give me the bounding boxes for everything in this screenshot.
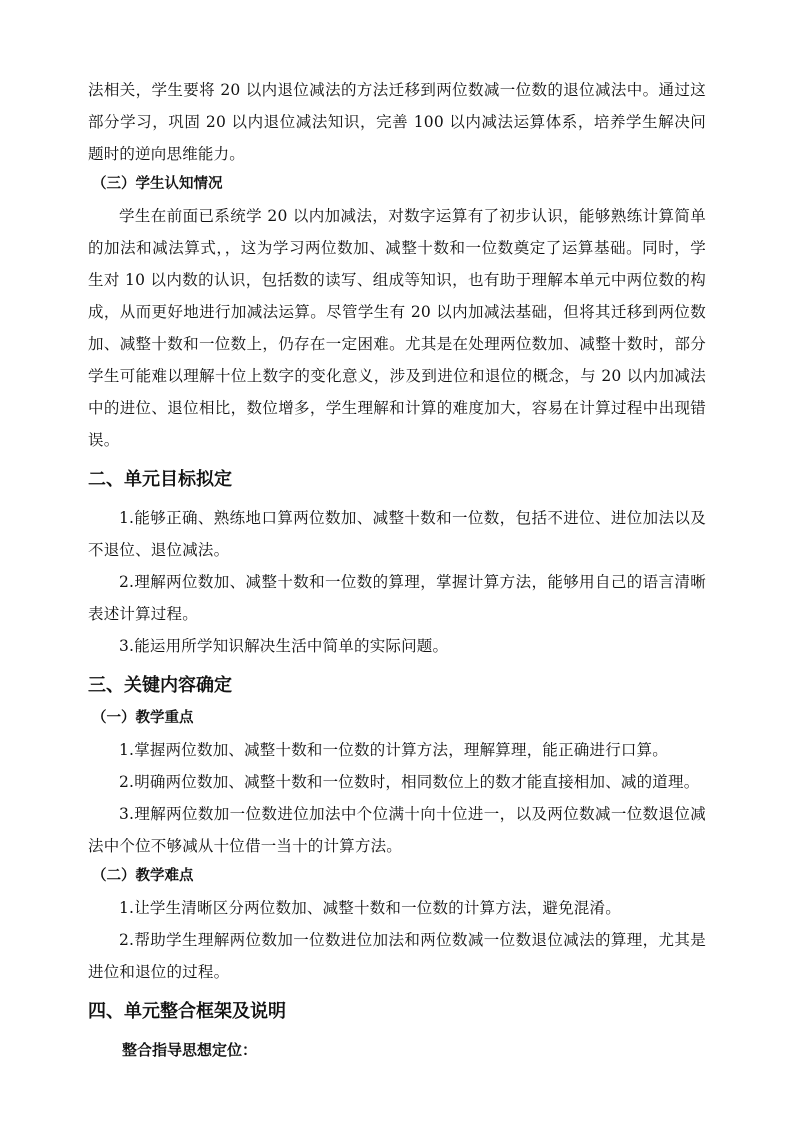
cognition-heading: （三）学生认知情况 [92,176,223,192]
section-heading-framework: 四、单元整合框架及说明 [88,1001,286,1022]
goal-item: 2.理解两位数加、减整十数和一位数的算理，掌握计算方法，能够用自己的语言清晰表述计算过程。 [88,573,706,623]
focus-item: 2.明确两位数加、减整十数和一位数时，相同数位上的数才能直接相加、减的道理。 [119,773,700,791]
cognition-paragraph: 学生在前面已系统学 20 以内加减法，对数字运算有了初步认识，能够熟练计算简单的加法和减法算式，，这为学习两位数加、减整十数和一位数奠定了运算基础。同时，学生对 10 以内数的认识，包括数的读写、组成等知识，也有助于理解本单元中两位数的构成，从而更好地进行加减法运算。尽管学生有 20 以内加减法基础，但将其迁移到两位数加、减整十数和一位数上，仍存在一定困难。尤其是在处理两位数加、减整十数时，部分学生可能难以理解十位上数字的变化意义，涉及到进位和退位的概念，与 20 以内加减法中的进位、退位相比，数位增多，学生理解和计算的难度加大，容易在计算过程中出现错误。 [88,207,706,449]
goal-item: 3.能运用所学知识解决生活中简单的实际问题。 [119,637,449,655]
section-heading-goals: 二、单元目标拟定 [88,469,232,490]
document-page [88,74,706,1066]
intro-paragraph: 法相关，学生要将 20 以内退位减法的方法迁移到两位数减一位数的退位减法中。通过这部分学习，巩固 20 以内退位减法知识，完善 100 以内减法运算体系，培养学生解决问题时的逆向思维能力。 [88,81,706,163]
focus-item: 3.理解两位数加一位数进位加法中个位满十向十位进一，以及两位数减一位数退位减法中个位不够减从十位借一当十的计算方法。 [88,805,706,855]
difficulty-heading: （二）教学难点 [92,868,194,884]
goal-item: 1.能够正确、熟练地口算两位数加、减整十数和一位数，包括不进位、进位加法以及不退位、退位减法。 [88,509,706,559]
focus-heading: （一）教学重点 [92,710,194,726]
difficulty-item: 2.帮助学生理解两位数加一位数进位加法和两位数减一位数退位减法的算理，尤其是进位和退位的过程。 [88,931,706,981]
section-heading-key-content: 三、关键内容确定 [88,675,232,696]
difficulty-item: 1.让学生清晰区分两位数加、减整十数和一位数的计算方法，避免混淆。 [119,899,621,917]
framework-subheading: 整合指导思想定位： [122,1041,258,1059]
focus-item: 1.掌握两位数加、减整十数和一位数的计算方法，理解算理，能正确进行口算。 [119,741,668,759]
